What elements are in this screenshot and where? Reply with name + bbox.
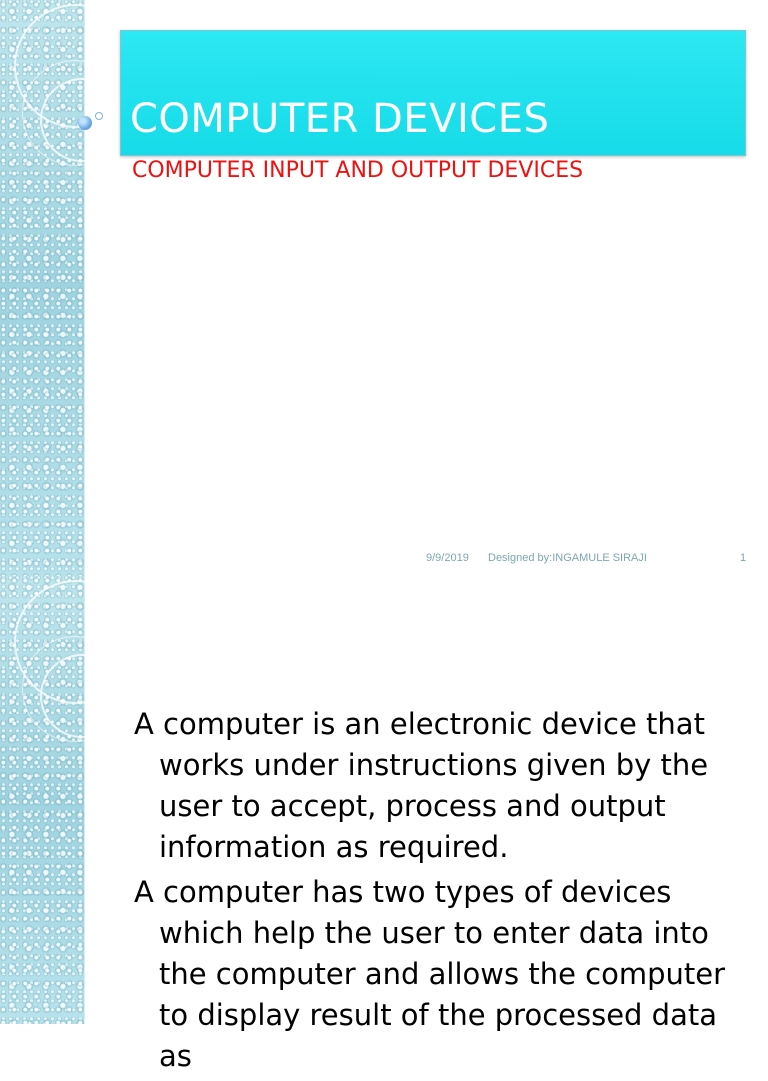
- footer-page-number: 1: [740, 552, 747, 564]
- footer-designer: Designed by:INGAMULE SIRAJI: [488, 552, 647, 564]
- slide-body: [134, 704, 754, 1081]
- body-paragraph: A computer is an electronic device that works under instructions given by the user to accept, process and output information as required.: [134, 707, 709, 864]
- slide-subtitle: COMPUTER INPUT AND OUTPUT DEVICES: [132, 158, 584, 183]
- slide-title: COMPUTER DEVICES: [130, 96, 550, 142]
- footer-date: 9/9/2019: [426, 552, 469, 564]
- decorative-ring: [40, 654, 124, 738]
- slide-2: [0, 576, 768, 1073]
- water-drop-side-strip: [0, 0, 85, 576]
- title-connector-dot: [78, 116, 92, 130]
- water-drop-side-strip: [0, 576, 85, 1024]
- body-paragraph: A computer has two types of devices which help the user to enter data into the computer and allows the computer to display result of the processed data as: [134, 875, 726, 1073]
- title-connector-small-dot: [95, 112, 103, 120]
